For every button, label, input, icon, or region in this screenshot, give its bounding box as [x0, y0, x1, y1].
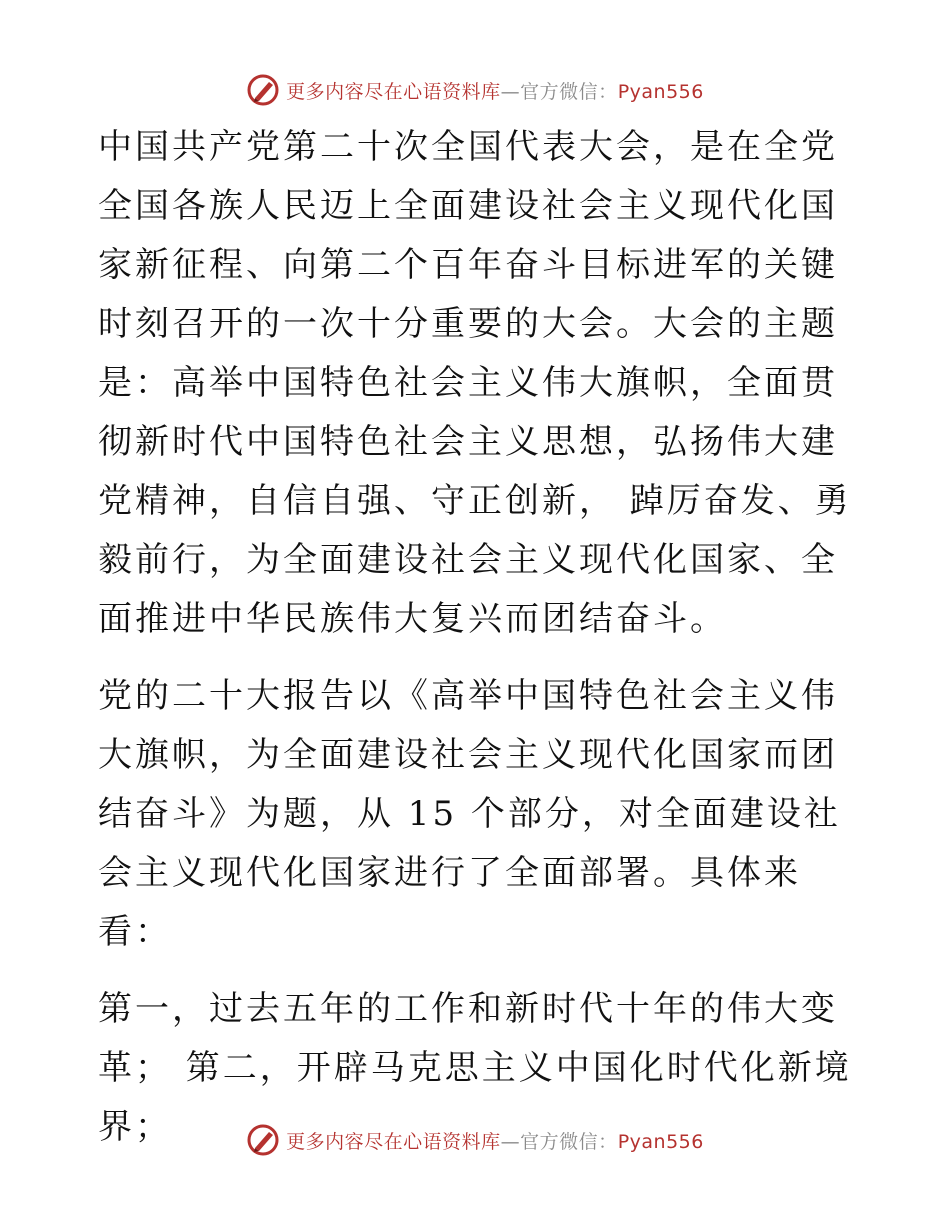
pen-logo-icon [246, 1123, 280, 1157]
header-watermark [0, 70, 950, 110]
watermark-text: 更多内容尽在心语资料库—官方微信：Pyan556 [286, 80, 704, 103]
paragraph: 中国共产党第二十次全国代表大会，是在全党全国各族人民迈上全面建设社会主义现代化国家新征程、向第二个百年奋斗目标进军的关键时刻召开的一次十分重要的大会。大会的主题是：高举中国特色社会主义伟大旗帜，全面贯彻新时代中国特色社会主义思想，弘扬伟大建党精神，自信自强、守正创新， 踔厉奋发、勇毅前行，为全面建设社会主义现代化国家、全面推进中华民族伟大复兴而团结奋斗。 [98, 127, 852, 639]
footer-watermark [0, 1120, 950, 1160]
paragraph: 党的二十大报告以《高举中国特色社会主义伟大旗帜，为全面建设社会主义现代化国家而团结奋斗》为题，从 15 个部分，对全面建设社会主义现代化国家进行了全面部署。具体来看： [98, 676, 841, 952]
paragraph: 第一，过去五年的工作和新时代十年的伟大变革； 第二，开辟马克思主义中国化时代化新境界； [98, 989, 852, 1147]
pen-logo-icon [246, 73, 280, 107]
document-body [98, 118, 858, 1157]
watermark-text: 更多内容尽在心语资料库—官方微信：Pyan556 [286, 1130, 704, 1153]
